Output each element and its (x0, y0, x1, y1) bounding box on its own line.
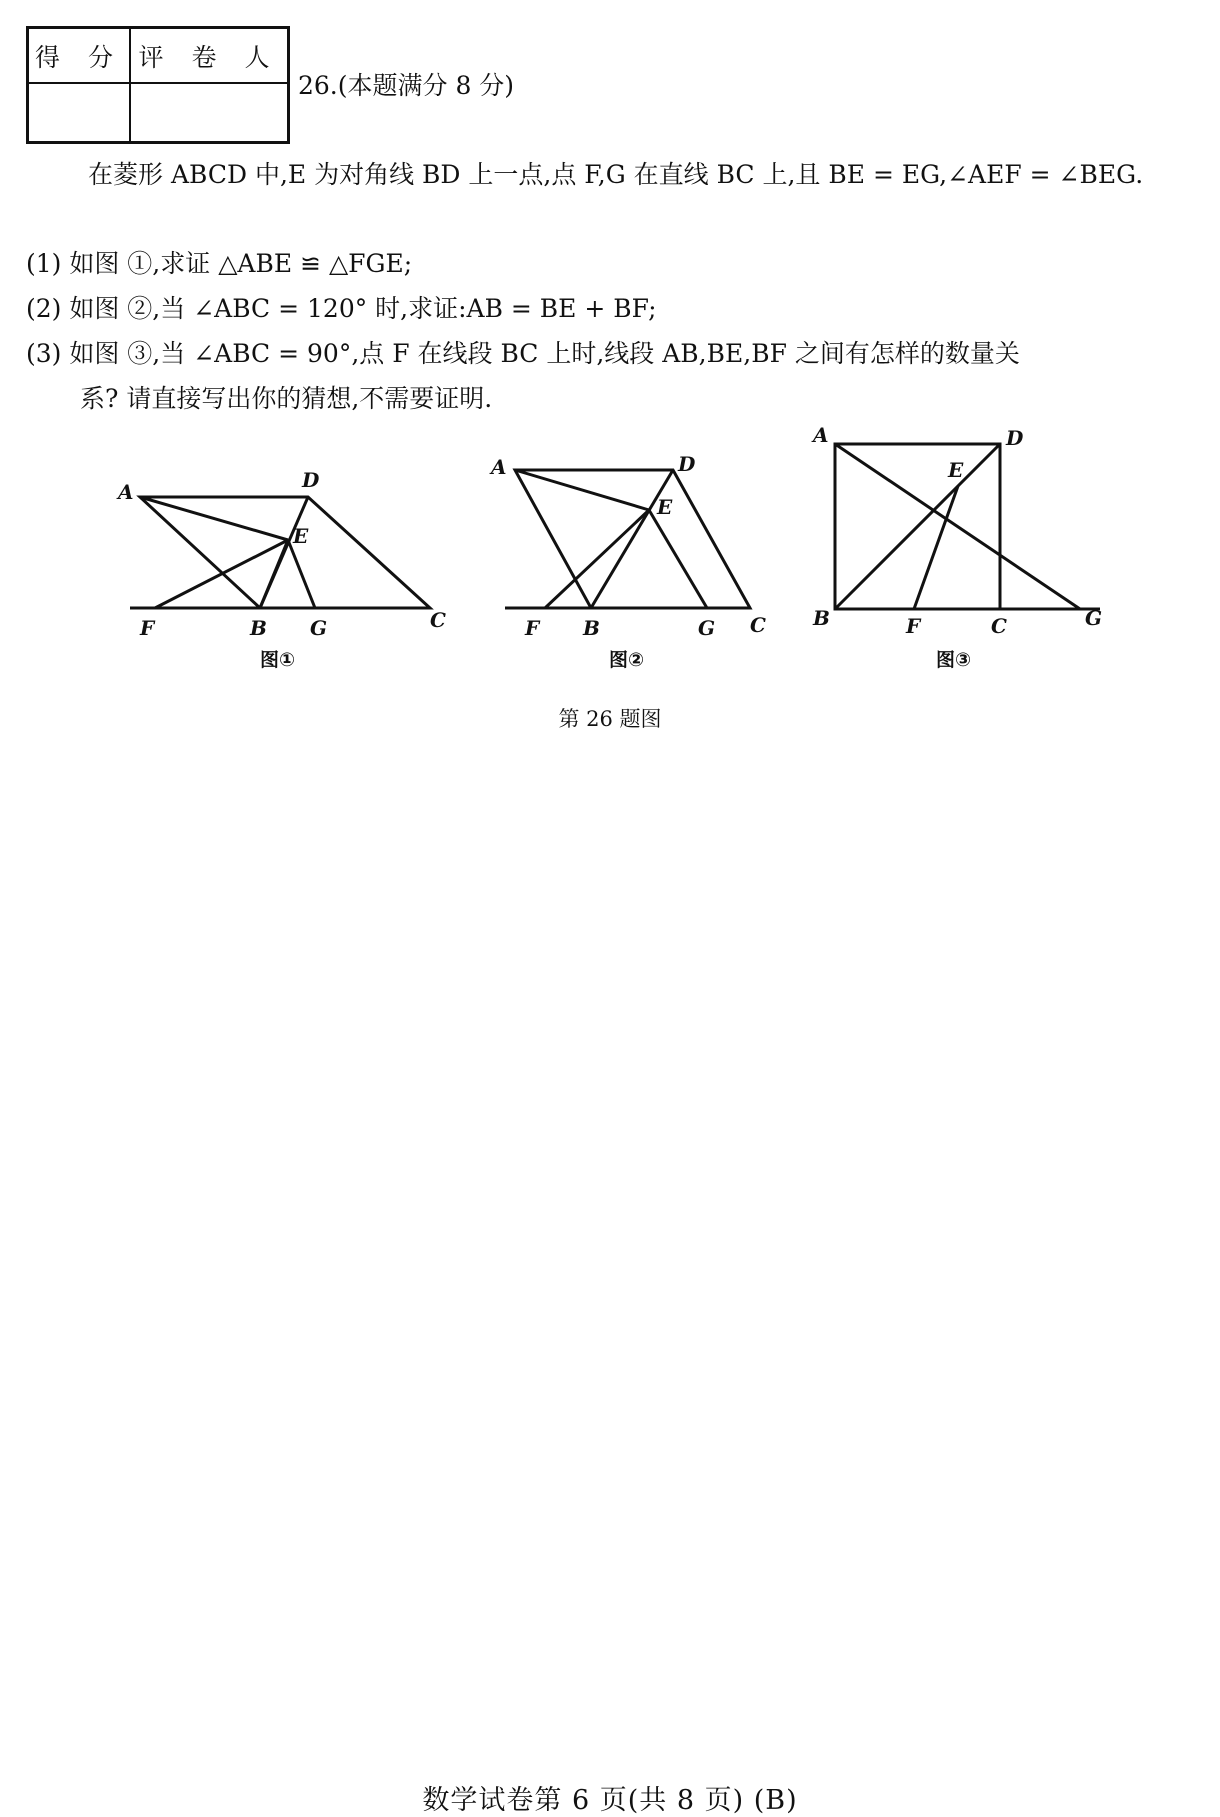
fig3-label-g: G (1085, 606, 1103, 630)
fig2-label-b: B (583, 616, 600, 640)
part-3: (3) 如图 ③,当 ∠ABC = 90°,点 F 在线段 BC 上时,线段 AB,BE,BF 之间有怎样的数量关 (26, 339, 1020, 368)
score-cell[interactable] (29, 84, 131, 141)
grader-cell[interactable] (131, 84, 287, 141)
figure-title: 第 26 题图 (558, 707, 662, 731)
score-table (26, 26, 290, 144)
fig1-label-e: E (293, 524, 309, 548)
figure-1-caption: 图① (260, 649, 296, 671)
figure-3 (810, 425, 1110, 645)
figure-3-caption: 图③ (936, 649, 972, 671)
figure-2-caption: 图② (609, 649, 645, 671)
fig3-label-e: E (948, 458, 964, 482)
part-3-continued: 系? 请直接写出你的猜想,不需要证明. (80, 384, 493, 413)
grader-label: 评 卷 人 (131, 29, 287, 84)
score-label: 得 分 (29, 29, 131, 84)
fig2-label-a: A (491, 455, 507, 479)
figure-1 (110, 455, 460, 655)
fig2-label-g: G (698, 616, 716, 640)
fig3-label-b: B (813, 606, 830, 630)
question-heading: 26.(本题满分 8 分) (298, 71, 515, 100)
fig1-label-b: B (250, 616, 267, 640)
fig3-label-a: A (813, 425, 829, 447)
fig1-label-g: G (310, 616, 328, 640)
fig2-label-d: D (678, 452, 696, 476)
problem-intro: 在菱形 ABCD 中,E 为对角线 BD 上一点,点 F,G 在直线 BC 上,且 BE = EG,∠AEF = ∠BEG. (88, 160, 1144, 189)
fig2-label-c: C (750, 613, 766, 637)
fig1-label-f: F (140, 616, 155, 640)
page-footer: 数学试卷第 6 页(共 8 页) (B) (422, 1785, 798, 1816)
fig2-label-e: E (657, 495, 673, 519)
fig2-label-f: F (525, 616, 540, 640)
fig1-label-a: A (118, 480, 134, 504)
part-2: (2) 如图 ②,当 ∠ABC = 120° 时,求证:AB = BE + BF; (26, 294, 657, 323)
fig3-label-c: C (991, 614, 1007, 638)
fig1-label-d: D (302, 468, 320, 492)
fig3-label-f: F (906, 614, 921, 638)
fig3-label-d: D (1006, 426, 1024, 450)
figure-2 (485, 445, 795, 655)
fig1-label-c: C (430, 608, 446, 632)
part-1: (1) 如图 ①,求证 △ABE ≌ △FGE; (26, 249, 413, 278)
